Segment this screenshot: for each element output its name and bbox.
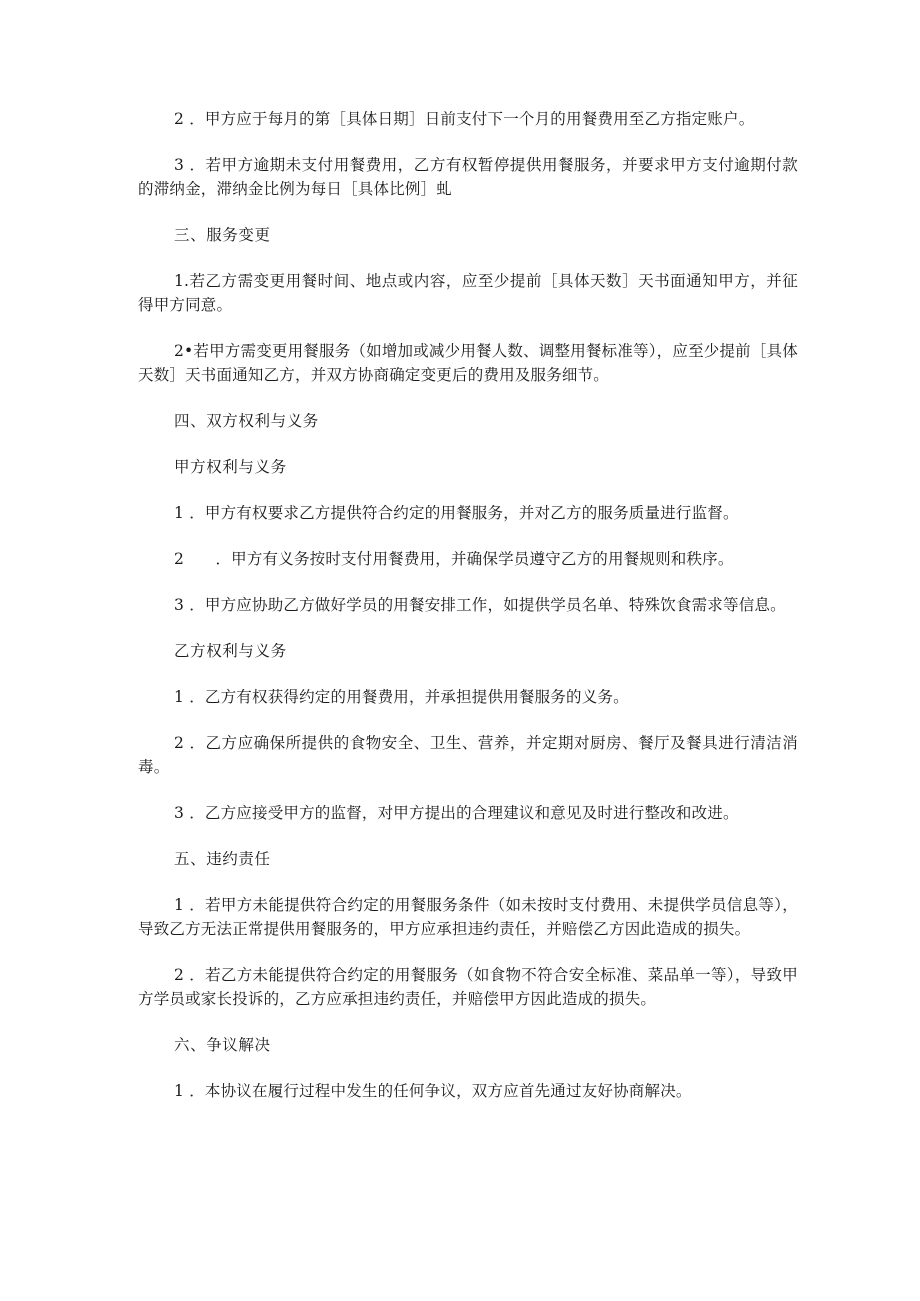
document-body	[138, 107, 798, 1125]
section-heading-service-change: 三、服务变更	[174, 226, 271, 244]
clause-dispute-negotiation: 1 ．本协议在履行过程中发生的任何争议，双方应首先通过友好协商解决。	[174, 1082, 692, 1100]
clause-party-a-right: 1 ．甲方有权要求乙方提供符合约定的用餐服务，并对乙方的服务质量进行监督。	[174, 504, 739, 522]
clause-party-a-change: 2•若甲方需变更用餐服务（如增加或减少用餐人数、调整用餐标准等），应至少提前［具体天数］天书面通知乙方，并双方协商确定变更后的费用及服务细节。	[138, 342, 798, 384]
clause-payment-deadline: 2 ．甲方应于每月的第［具体日期］日前支付下一个月的用餐费用至乙方指定账户。	[174, 110, 755, 128]
subheading-party-b: 乙方权利与义务	[174, 642, 287, 660]
clause-party-a-breach: 1 ．若甲方未能提供符合约定的用餐服务条件（如未按时支付费用、未提供学员信息等），导致乙方无法正常提供用餐服务的，甲方应承担违约责任，并赔偿乙方因此造成的损失。	[138, 896, 798, 938]
clause-party-b-change: 1.若乙方需变更用餐时间、地点或内容，应至少提前［具体天数］天书面通知甲方，并征得甲方同意。	[138, 272, 798, 314]
section-heading-breach: 五、违约责任	[174, 850, 271, 868]
clause-party-b-right: 1 ．乙方有权获得约定的用餐费用，并承担提供用餐服务的义务。	[174, 688, 629, 706]
clause-party-b-breach: 2 ．若乙方未能提供符合约定的用餐服务（如食物不符合安全标准、菜品单一等），导致甲方学员或家长投诉的，乙方应承担违约责任，并赔偿甲方因此造成的损失。	[138, 966, 798, 1008]
clause-party-b-food-safety: 2 ．乙方应确保所提供的食物安全、卫生、营养，并定期对厨房、餐厅及餐具进行清洁消毒。	[138, 734, 798, 776]
clause-party-b-supervision: 3 ．乙方应接受甲方的监督，对甲方提出的合理建议和意见及时进行整改和改进。	[174, 804, 739, 822]
section-heading-dispute: 六、争议解决	[174, 1036, 271, 1054]
subheading-party-a: 甲方权利与义务	[174, 458, 287, 476]
clause-party-a-obligation: 2 ．甲方有义务按时支付用餐费用，并确保学员遵守乙方的用餐规则和秩序。	[174, 550, 734, 568]
clause-party-a-assist: 3 ．甲方应协助乙方做好学员的用餐安排工作，如提供学员名单、特殊饮食需求等信息。	[174, 596, 786, 614]
clause-late-payment: 3 ．若甲方逾期未支付用餐费用，乙方有权暂停提供用餐服务，并要求甲方支付逾期付款的滞纳金，滞纳金比例为每日［具体比例］虬	[138, 156, 798, 198]
section-heading-rights-obligations: 四、双方权利与义务	[174, 412, 319, 430]
